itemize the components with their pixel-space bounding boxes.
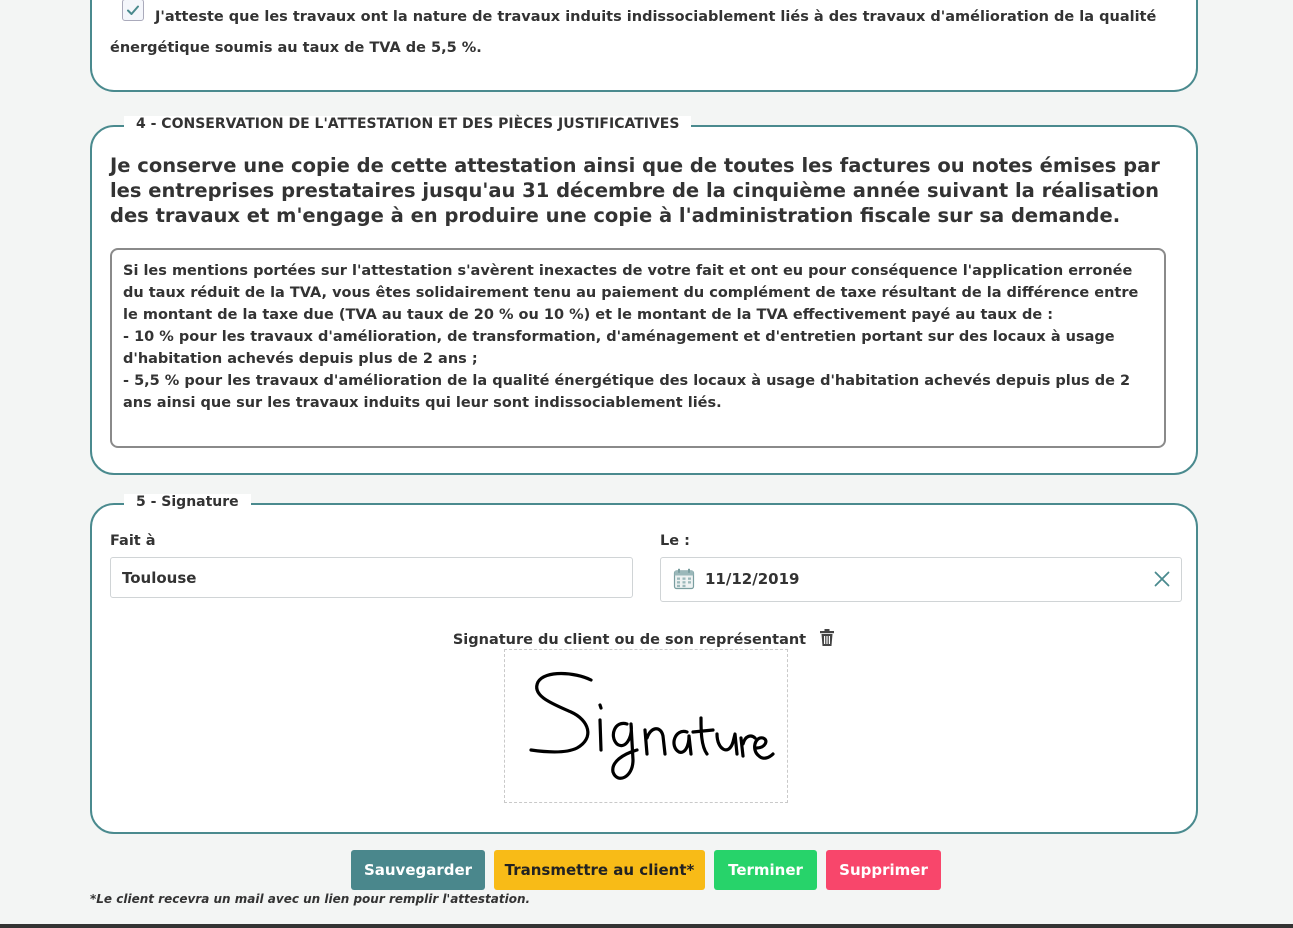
notice-item-5-5: - 5,5 % pour les travaux d'amélioration de la qualité énergétique des locaux à usage d'habitation achevés depuis plus de 2 ans ainsi que sur les travaux induits qui leur sont indissociablement liés. [123,373,1131,411]
calendar-icon[interactable] [673,568,695,590]
conservation-pledge: Je conserve une copie de cette attestation ainsi que de toutes les factures ou notes émises par les entreprises prestataires jusqu'au 31 décembre de la cinquième année suivant la réalisation des travaux et m'engage à en produire une copie à l'administration fiscale sur sa demande. [110,154,1160,227]
date-value: 11/12/2019 [705,570,800,588]
section-5-card [90,494,1198,834]
attestation-text: J'atteste que les travaux ont la nature de travaux induits indissociablement liés à des travaux d'amélioration de la qualité énergétique soumis au taux de TVA de 5,5 %. [110,9,1157,56]
signature-drawing [505,650,787,802]
place-label: Fait à [110,533,156,549]
signature-pad[interactable] [504,649,788,803]
section-4-title: 4 - CONSERVATION DE L'ATTESTATION ET DES PIÈCES JUSTIFICATIVES [124,116,691,132]
bottom-divider [0,924,1293,928]
notice-intro: Si les mentions portées sur l'attestation s'avèrent inexactes de votre fait et ont eu pour conséquence l'application erronée du taux réduit de la TVA, vous êtes solidairement tenu au paiement du complément de taxe résultant de la différence entre le montant de la taxe due (TVA au taux de 20 % ou 10 %) et le montant de la TVA effectivement payé au taux de : [123,263,1139,323]
place-value: Toulouse [122,569,197,587]
section-3-card [90,0,1198,92]
send-to-client-button[interactable]: Transmettre au client* [494,850,705,890]
section-5-title: 5 - Signature [124,494,251,510]
date-input[interactable] [660,557,1182,602]
trash-icon[interactable] [819,629,835,646]
section-4-card [90,116,1198,475]
date-label: Le : [660,533,690,549]
signature-label [92,629,1196,648]
footnote: *Le client recevra un mail avec un lien pour remplir l'attestation. [90,892,531,906]
legal-notice-box [110,248,1166,448]
signature-label-text: Signature du client ou de son représentant [452,632,807,648]
place-input[interactable] [110,557,633,598]
finish-button[interactable]: Terminer [714,850,817,890]
delete-button[interactable]: Supprimer [826,850,941,890]
notice-item-10: - 10 % pour les travaux d'amélioration, de transformation, d'aménagement et d'entretien portant sur des locaux à usage d'habitation achevés depuis plus de 2 ans ; [123,329,1115,367]
close-icon[interactable] [1154,571,1170,587]
save-button[interactable]: Sauvegarder [351,850,485,890]
